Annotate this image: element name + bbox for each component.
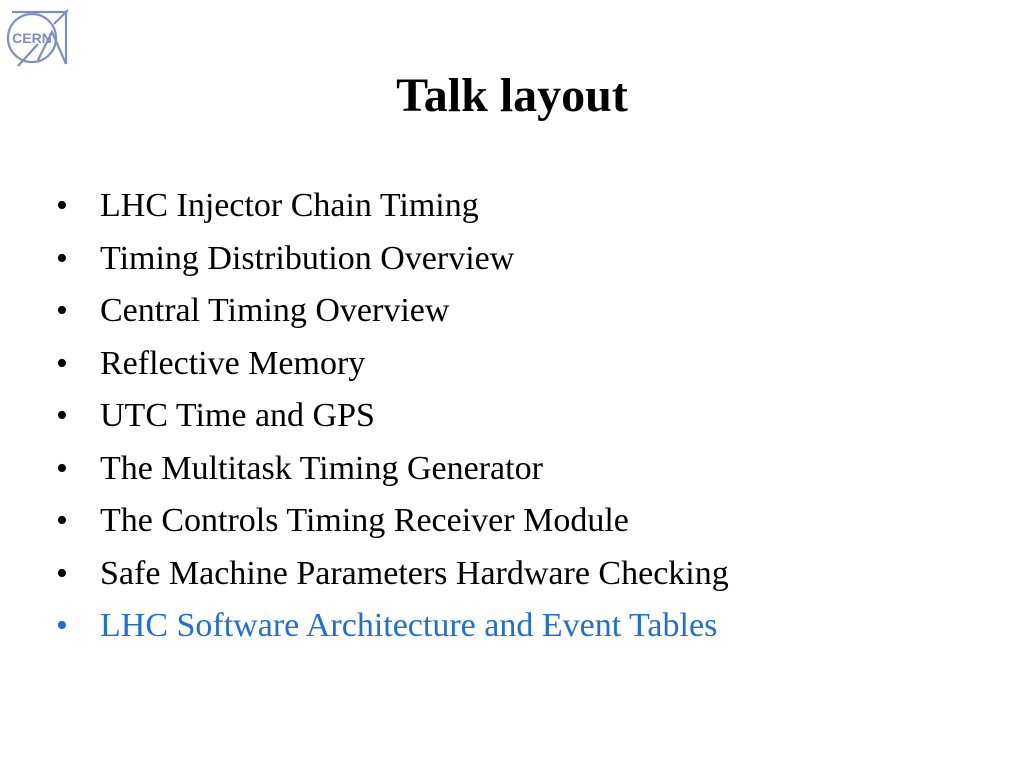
bullet-marker: •	[56, 554, 68, 592]
bullet-marker: •	[56, 344, 68, 382]
cern-logo-graphic	[4, 4, 72, 72]
bullet-item	[56, 548, 729, 601]
bullet-text: Safe Machine Parameters Hardware Checking	[100, 554, 729, 592]
bullet-text: The Controls Timing Receiver Module	[100, 502, 629, 539]
bullet-text: Reflective Memory	[100, 344, 366, 382]
bullet-item	[56, 495, 729, 548]
bullet-marker: •	[56, 187, 68, 224]
bullet-text: LHC Software Architecture and Event Tables	[100, 607, 718, 644]
bullet-marker: •	[56, 449, 68, 487]
bullet-marker: •	[56, 397, 68, 434]
bullet-item	[56, 180, 729, 233]
bullet-text: Central Timing Overview	[100, 292, 450, 329]
bullet-marker: •	[56, 502, 68, 539]
bullet-item	[56, 390, 729, 443]
bullet-text: The Multitask Timing Generator	[100, 449, 543, 487]
bullet-item	[56, 285, 729, 338]
bullet-item	[56, 233, 729, 286]
slide-title: Talk layout	[396, 69, 628, 122]
bullet-item	[56, 338, 729, 391]
bullet-item	[56, 443, 729, 496]
bullet-text: LHC Injector Chain Timing	[100, 187, 479, 224]
bullet-marker: •	[56, 292, 68, 329]
bullet-text: Timing Distribution Overview	[100, 239, 515, 277]
cern-logo	[4, 4, 72, 72]
bullet-list	[56, 180, 729, 653]
cern-logo-text: CERN	[12, 30, 52, 46]
bullet-marker: •	[56, 607, 68, 644]
bullet-text: UTC Time and GPS	[100, 397, 375, 434]
bullet-item-highlighted	[56, 600, 729, 653]
bullet-marker: •	[56, 239, 68, 277]
